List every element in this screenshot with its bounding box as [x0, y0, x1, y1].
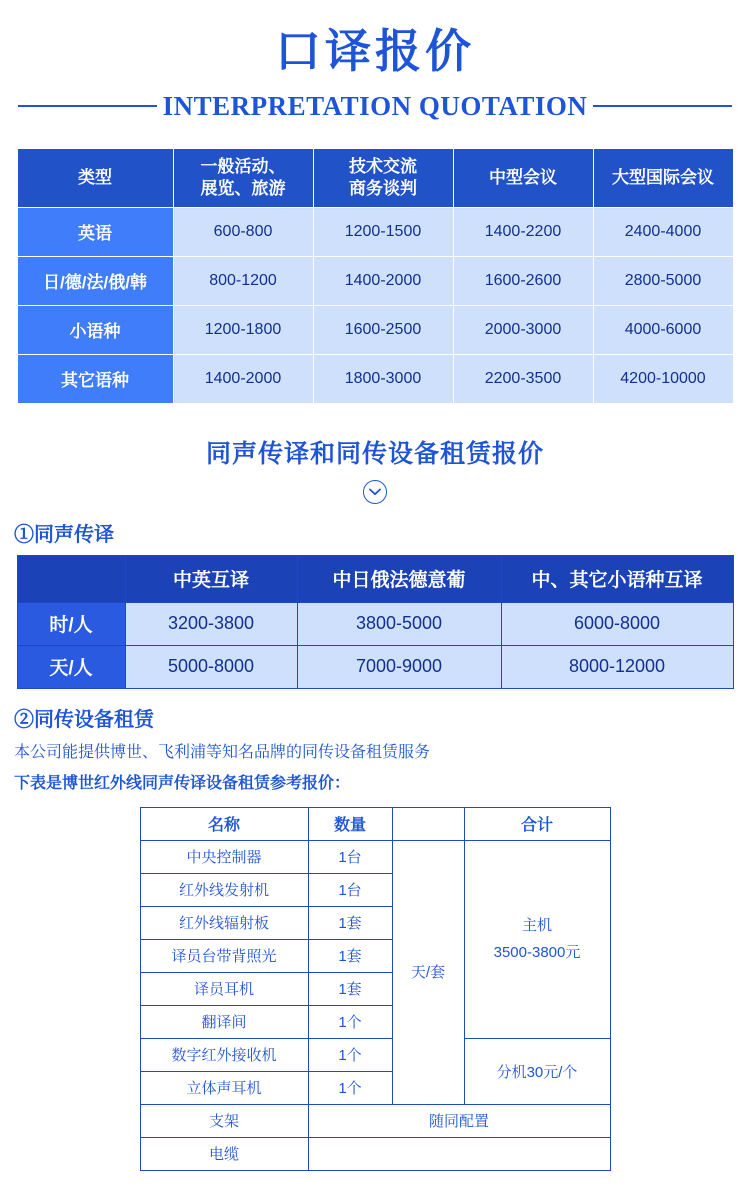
section-title: 同声传译和同传设备租赁报价 [205, 439, 544, 468]
row-label: 英语 [17, 207, 173, 256]
simul-cell: 7000-9000 [297, 645, 501, 688]
equip-qty: 1台 [308, 840, 392, 873]
equip-footer-value [308, 1137, 610, 1170]
equip-name: 红外线辐射板 [140, 906, 308, 939]
simul-cell: 3200-3800 [125, 602, 297, 645]
equip-col-header-total: 合计 [464, 807, 610, 840]
equip-total-main-line1: 主机 [521, 917, 552, 935]
simultaneous-table [17, 555, 734, 689]
row-label: 时/人 [17, 602, 125, 645]
equip-name: 红外线发射机 [140, 873, 308, 906]
chevron-down-icon [363, 480, 387, 504]
rate-col-header [313, 148, 453, 207]
equip-qty: 1台 [308, 873, 392, 906]
rate-cell: 2800-5000 [593, 256, 733, 305]
equip-name: 译员耳机 [140, 972, 308, 1005]
rate-cell: 1200-1800 [173, 305, 313, 354]
page-subtitle: INTERPRETATION QUOTATION [162, 90, 588, 121]
equip-total-main [464, 840, 610, 1038]
table-row [17, 256, 733, 305]
equip-qty: 1套 [308, 972, 392, 1005]
simul-cell: 8000-12000 [501, 645, 733, 688]
table-row [17, 207, 733, 256]
rate-cell: 2400-4000 [593, 207, 733, 256]
subsection-1-title: ①同声传译 [14, 523, 114, 546]
equip-qty: 1个 [308, 1005, 392, 1038]
rate-cell: 1400-2200 [453, 207, 593, 256]
equip-total-main-line2: 3500-3800元 [493, 944, 581, 962]
equip-qty: 1套 [308, 939, 392, 972]
simul-col-header: 中英互译 [125, 555, 297, 602]
table-row [17, 354, 733, 403]
simul-cell: 5000-8000 [125, 645, 297, 688]
row-label: 天/人 [17, 645, 125, 688]
rate-cell: 1400-2000 [313, 256, 453, 305]
table-row [140, 1104, 610, 1137]
rate-col-header-l1: 大型国际会议 [612, 167, 714, 187]
table-row [140, 840, 610, 873]
rate-col-header-l1: 中型会议 [489, 167, 557, 187]
rate-col-header-l2: 商务谈判 [349, 178, 417, 198]
equip-footer-value: 随同配置 [308, 1104, 610, 1137]
simul-cell: 3800-5000 [297, 602, 501, 645]
rate-cell: 1200-1500 [313, 207, 453, 256]
rate-cell: 1600-2600 [453, 256, 593, 305]
equip-col-header-blank [392, 807, 464, 840]
rate-col-header [173, 148, 313, 207]
rate-col-header [453, 148, 593, 207]
rate-cell: 4200-10000 [593, 354, 733, 403]
table-row [17, 602, 733, 645]
chevron-row [0, 480, 750, 504]
table-header-row [17, 148, 733, 207]
rate-table [17, 148, 734, 404]
rate-cell: 1800-3000 [313, 354, 453, 403]
table-header-row [140, 807, 610, 840]
equip-name: 翻译间 [140, 1005, 308, 1038]
simul-cell: 6000-8000 [501, 602, 733, 645]
equip-col-header-qty: 数量 [308, 807, 392, 840]
equip-name: 中央控制器 [140, 840, 308, 873]
simul-corner-cell [17, 555, 125, 602]
simul-col-header: 中日俄法德意葡 [297, 555, 501, 602]
table-row [17, 305, 733, 354]
table-row [17, 645, 733, 688]
equip-footer-name: 电缆 [140, 1137, 308, 1170]
subsection-2-title: ②同传设备租赁 [14, 708, 154, 731]
equipment-table-wrap [0, 807, 750, 1171]
row-label: 小语种 [17, 305, 173, 354]
simul-col-header: 中、其它小语种互译 [501, 555, 733, 602]
equipment-table [140, 807, 611, 1171]
rate-col-header-l1: 一般活动、 [200, 157, 286, 177]
rate-cell: 600-800 [173, 207, 313, 256]
rate-cell: 1600-2500 [313, 305, 453, 354]
rate-col-header [17, 148, 173, 207]
equip-total-sub: 分机30元/个 [464, 1038, 610, 1104]
equip-qty: 1个 [308, 1038, 392, 1071]
page-title: 口译报价 [275, 24, 475, 78]
rate-cell: 2000-3000 [453, 305, 593, 354]
rate-col-header-l2: 展览、旅游 [200, 178, 286, 198]
rental-paragraph-1: 本公司能提供博世、飞利浦等知名品牌的同传设备租赁服务 [14, 743, 431, 761]
table-row [140, 1038, 610, 1071]
equip-col-header-name: 名称 [140, 807, 308, 840]
table-header-row [17, 555, 733, 602]
equip-name: 立体声耳机 [140, 1071, 308, 1104]
divider-left [18, 105, 157, 107]
rate-col-header-l1: 类型 [78, 167, 112, 187]
rate-cell: 4000-6000 [593, 305, 733, 354]
rental-paragraph-2: 下表是博世红外线同声传译设备租赁参考报价： [14, 775, 351, 793]
rate-col-header-l1: 技术交流 [349, 157, 417, 177]
rate-cell: 800-1200 [173, 256, 313, 305]
equip-name: 数字红外接收机 [140, 1038, 308, 1071]
divider-right [593, 105, 732, 107]
rate-cell: 1400-2000 [173, 354, 313, 403]
equip-qty: 1套 [308, 906, 392, 939]
rate-cell: 2200-3500 [453, 354, 593, 403]
equip-name: 译员台带背照光 [140, 939, 308, 972]
table-row [140, 1137, 610, 1170]
row-label: 其它语种 [17, 354, 173, 403]
equip-qty: 1个 [308, 1071, 392, 1104]
equip-footer-name: 支架 [140, 1104, 308, 1137]
row-label: 日/德/法/俄/韩 [17, 256, 173, 305]
subtitle-row [0, 91, 750, 122]
rate-col-header [593, 148, 733, 207]
equip-unit-cell: 天/套 [392, 840, 464, 1104]
